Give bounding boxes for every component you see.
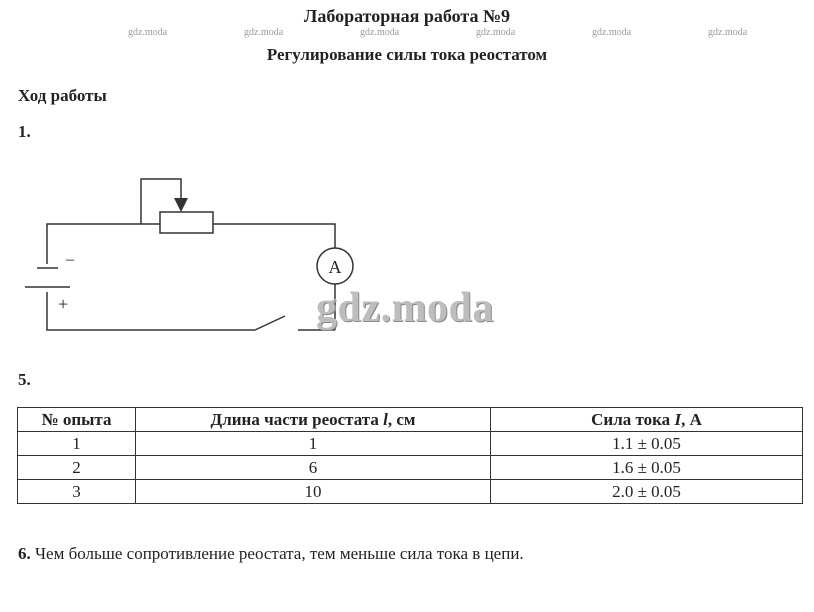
step-6-text: Чем больше сопротивление реостата, тем меньше сила тока в цепи. (35, 544, 524, 563)
cell-experiment: 3 (18, 480, 136, 504)
step-5-label: 5. (18, 370, 31, 389)
wire-top-right (213, 224, 335, 248)
step-6-conclusion (18, 544, 524, 564)
battery-minus-label: – (66, 251, 74, 268)
cell-current: 1.1 ± 0.05 (491, 432, 803, 456)
cell-length: 6 (136, 456, 491, 480)
watermark-large: gdz.moda (316, 285, 494, 331)
cell-experiment: 1 (18, 432, 136, 456)
watermark-text: gdz.moda (360, 27, 400, 38)
rheostat-body (160, 212, 213, 233)
cell-length: 1 (136, 432, 491, 456)
header-rheostat-length: Длина части реостата l, см (136, 408, 491, 432)
header-experiment-number: № опыта (18, 408, 136, 432)
cell-length: 10 (136, 480, 491, 504)
table-row (18, 456, 803, 480)
section-heading: Ход работы (18, 86, 107, 105)
step-1-label: 1. (18, 122, 31, 141)
watermark-row (0, 27, 814, 41)
wire-left-bottom (47, 292, 255, 330)
cell-current: 1.6 ± 0.05 (491, 456, 803, 480)
battery-plus-label: + (58, 294, 69, 314)
slider-arrow-icon (174, 198, 188, 212)
switch-blade (255, 316, 285, 330)
cell-current: 2.0 ± 0.05 (491, 480, 803, 504)
header-current: Сила тока I, А (491, 408, 803, 432)
slider-wire (141, 179, 181, 224)
page-subtitle: Регулирование силы тока реостатом (266, 45, 548, 64)
page-title: Лабораторная работа №9 (303, 6, 511, 26)
watermark-text: gdz.moda (128, 27, 168, 38)
table-header-row (18, 408, 803, 432)
table-row (18, 480, 803, 504)
watermark-text: gdz.moda (708, 27, 748, 38)
cell-experiment: 2 (18, 456, 136, 480)
wire-top (47, 224, 160, 264)
results-table (17, 407, 803, 504)
watermark-text: gdz.moda (476, 27, 516, 38)
ammeter-label: A (328, 257, 342, 277)
step-6-label: 6. (18, 544, 31, 563)
watermark-text: gdz.moda (592, 27, 632, 38)
table-row (18, 432, 803, 456)
watermark-text: gdz.moda (244, 27, 284, 38)
